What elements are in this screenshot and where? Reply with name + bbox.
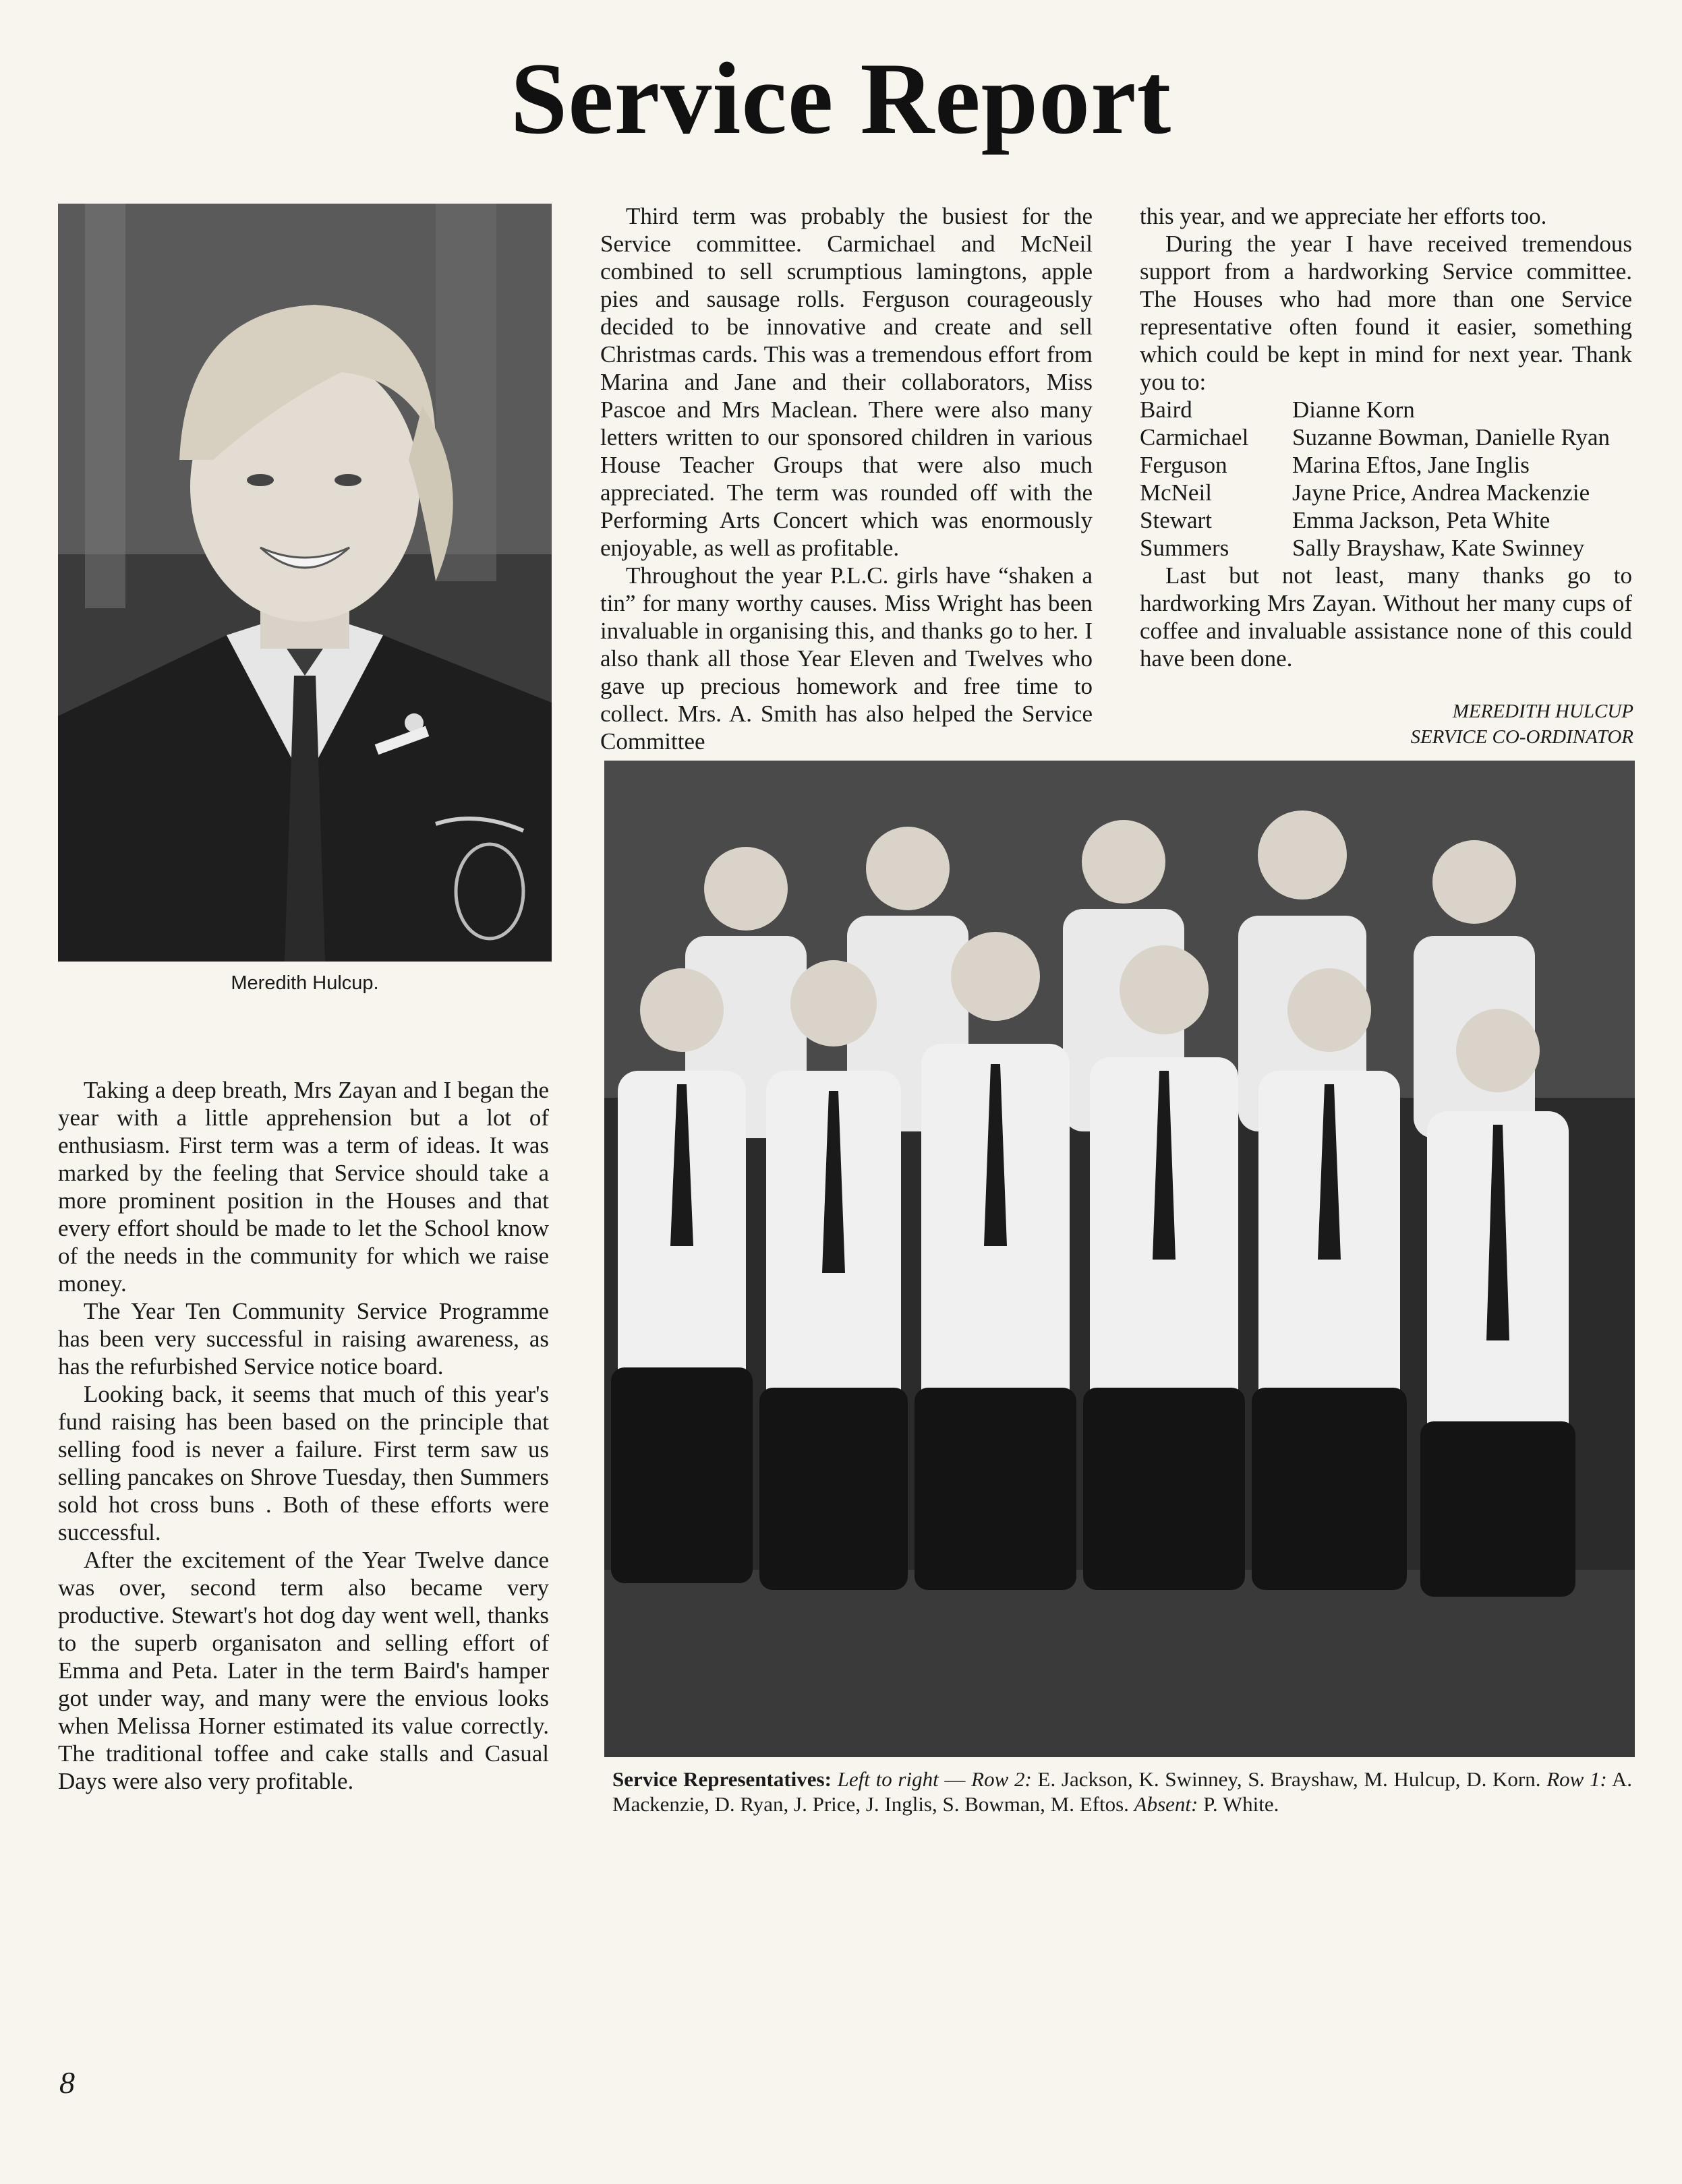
caption-row2-label: Row 2: (971, 1767, 1032, 1791)
caption-absent-label: Absent: (1134, 1792, 1198, 1816)
middle-paragraph-1: Third term was probably the busiest for the Service committee. Carmichael and McNeil combined to sell scrumptious lamingtons, apple pies and sausage rolls. Ferguson courageously decided to be innovative and create and sell Christmas cards. This was a tremendous effort from Marina and Jane and their collaborators, Miss Pascoe and Mrs Maclean. There were also many letters written to our sponsored children in various House Teacher Groups that were also much appreciated. The term was rounded off with the Performing Arts Concert which was enormously enjoyable, as well as profitable. (600, 203, 1093, 561)
caption-absent: P. White. (1198, 1792, 1279, 1816)
left-paragraph-1: Taking a deep breath, Mrs Zayan and I began the year with a little apprehension but a lot of enthusiasm. First term was a term of ideas. It was marked by the feeling that Service should take a more prominent position in the Houses and that every effort should be made to let the School know of the needs in the community for which we raise money. (58, 1077, 549, 1297)
portrait-photo (58, 204, 552, 962)
group-photo (604, 761, 1635, 1757)
caption-ltr: Left to right (837, 1767, 939, 1791)
right-column (1140, 202, 1632, 672)
thanks-names: Suzanne Bowman, Danielle Ryan (1292, 424, 1610, 450)
signature-role: SERVICE CO-ORDINATOR (1410, 726, 1633, 748)
right-closing: Last but not least, many thanks go to hardworking Mrs Zayan. Without her many cups of coffee and invaluable assistance none of this could have been done. (1140, 562, 1632, 672)
thanks-row (1140, 423, 1610, 451)
signature-name: MEREDITH HULCUP (1452, 701, 1633, 722)
thanks-names: Jayne Price, Andrea Mackenzie (1292, 479, 1590, 506)
left-column (58, 1076, 549, 1795)
thanks-row (1140, 479, 1610, 506)
page-number: 8 (59, 2065, 75, 2100)
right-paragraph-2: During the year I have received tremendous support from a hardworking Service committee. The Houses who had more than one Service representative often found it easier, something which could be kept in mind for next year. Thank you to: (1140, 231, 1632, 395)
thanks-house: Summers (1140, 535, 1229, 561)
signature (1410, 699, 1633, 750)
page-title: Service Report (510, 42, 1172, 155)
thanks-table (1140, 396, 1610, 562)
thanks-house: Carmichael (1140, 424, 1249, 450)
left-paragraph-3: Looking back, it seems that much of this year's fund raising has been based on the principle that selling food is never a failure. First term saw us selling pancakes on Shrove Tuesday, then Summers sold hot cross buns . Both of these efforts were successful. (58, 1381, 549, 1545)
middle-paragraph-2: Throughout the year P.L.C. girls have “shaken a tin” for many worthy causes. Miss Wright has been invaluable in organising this, and thanks go to her. I also thank all those Year Eleven and Twelves who gave up precious homework and free time to collect. Mrs. A. Smith has also helped the Service Committee (600, 562, 1093, 755)
thanks-house: Baird (1140, 396, 1192, 423)
thanks-house: Stewart (1140, 507, 1212, 533)
thanks-row (1140, 451, 1610, 479)
caption-row1-label: Row 1: (1546, 1767, 1607, 1791)
portrait-caption: Meredith Hulcup. (231, 972, 379, 994)
thanks-names: Marina Eftos, Jane Inglis (1292, 452, 1530, 478)
caption-row1: A. Mackenzie, D. Ryan, J. Price, J. Inglis, S. Bowman, M. Eftos. (612, 1767, 1633, 1816)
thanks-house: McNeil (1140, 479, 1212, 506)
thanks-house: Ferguson (1140, 452, 1227, 478)
thanks-row (1140, 534, 1610, 562)
thanks-row (1140, 506, 1610, 534)
thanks-names: Sally Brayshaw, Kate Swinney (1292, 535, 1585, 561)
left-paragraph-4: After the excitement of the Year Twelve dance was over, second term also became very productive. Stewart's hot dog day went well, thanks to the superb organisaton and selling effort of Emma and Peta. Later in the term Baird's hamper got under way, and many were the envious looks when Melissa Horner estimated its value correctly. The traditional toffee and cake stalls and Casual Days were also very profitable. (58, 1547, 549, 1794)
caption-row2: E. Jackson, K. Swinney, S. Brayshaw, M. Hulcup, D. Korn. (1031, 1767, 1547, 1791)
caption-lead: Service Representatives: (612, 1767, 832, 1791)
thanks-names: Dianne Korn (1292, 396, 1415, 423)
portrait-illustration (58, 204, 552, 962)
caption-dash: — (938, 1767, 972, 1791)
group-caption (612, 1767, 1632, 1817)
middle-column (600, 202, 1093, 755)
group-illustration (604, 761, 1635, 1757)
thanks-names: Emma Jackson, Peta White (1292, 507, 1550, 533)
left-paragraph-2: The Year Ten Community Service Programme has been very successful in raising awareness, as has the refurbished Service notice board. (58, 1298, 549, 1380)
thanks-row (1140, 396, 1610, 423)
right-continuation: this year, and we appreciate her efforts too. (1140, 203, 1547, 229)
